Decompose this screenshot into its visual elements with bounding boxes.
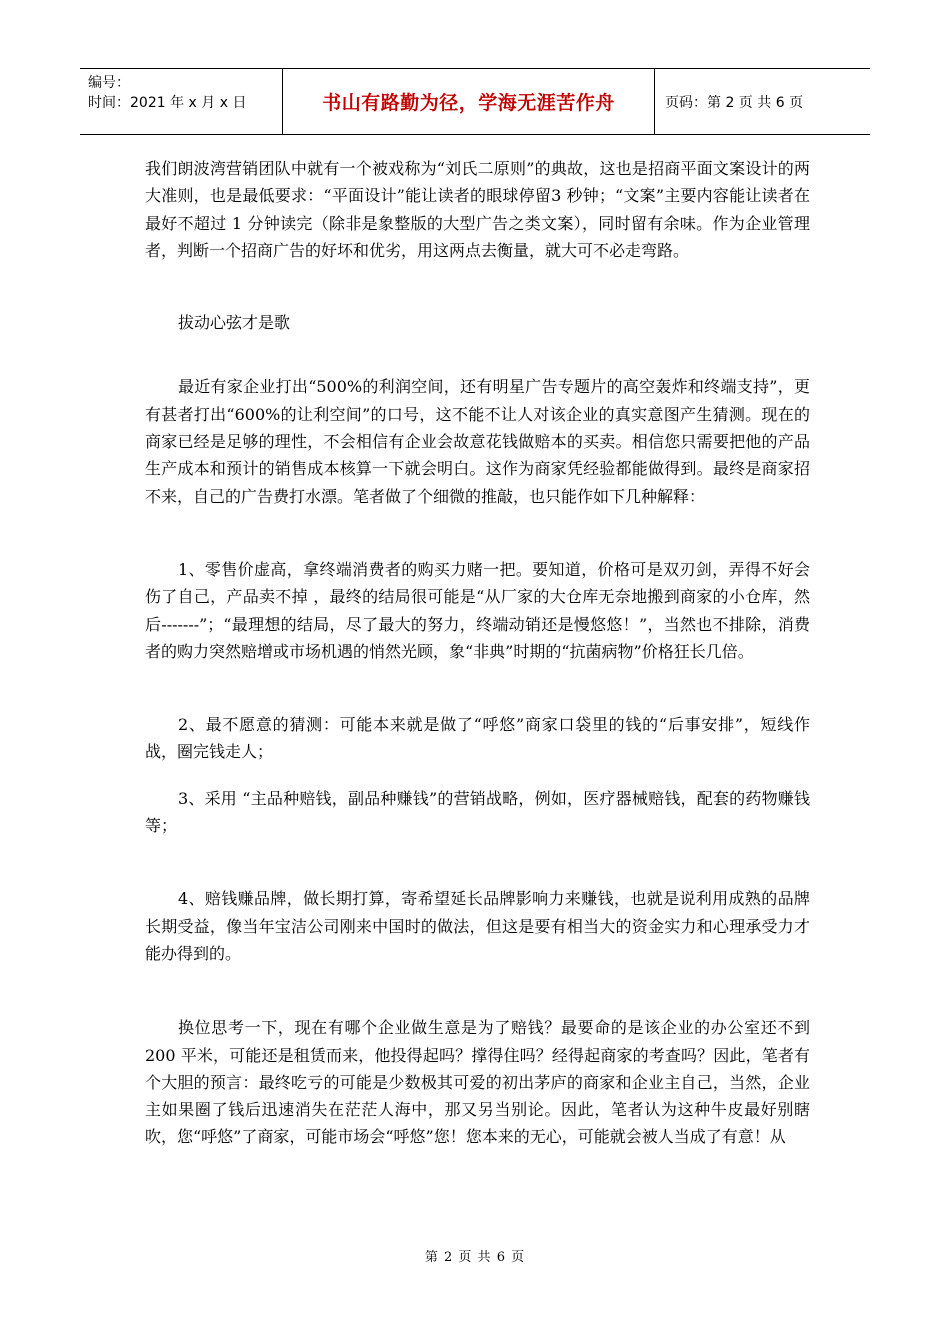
page-footer: 第 2 页 共 6 页 xyxy=(424,1250,526,1265)
section-heading: 拔动心弦才是歌 xyxy=(178,313,291,333)
list-item-4: 4、赔钱赚品牌，做长期打算，寄希望延长品牌影响力来赚钱，也就是说利用成熟的品牌长期受益，像当年宝洁公司刚来中国时的做法，但这是要有相当大的资金实力和心理承受力才能办得到的。 xyxy=(145,889,810,963)
document-header xyxy=(80,68,870,135)
list-item-1: 1、零售价虚高，拿终端消费者的购买力赌一把。要知道，价格可是双刃剑，弄得不好会伤了自己，产品卖不掉 ，最终的结局很可能是“从厂家的大仓库无奈地搬到商家的小仓库，然后-------”；“最理想的结局，尽了最大的努力，终端动销还是慢悠悠！”，当然也不排除，消费者的购力突然赔增或市场机遇的悄然光顾，象“非典”时期的“抗菌病物”价格狂长几倍。 xyxy=(145,559,810,661)
paragraph: 最近有家企业打出“500%的利润空间，还有明星广告专题片的高空轰炸和终端支持”，更有甚者打出“600%的让利空间”的口号，这不能不让人对该企业的真实意图产生猜测。现在的商家已经是足够的理性，不会相信有企业会故意花钱做赔本的买卖。相信您只需要把他的产品生产成本和预计的销售成本核算一下就会明白。这作为商家凭经验都能做得到。最终是商家招不来，自己的广告费打水漂。笔者做了个细微的推敲，也只能作如下几种解释： xyxy=(145,377,810,506)
header-meta-cell xyxy=(80,69,283,134)
time-label: 时间：2021 年 x 月 x 日 xyxy=(88,95,247,111)
paragraph-conclusion: 换位思考一下，现在有哪个企业做生意是为了赔钱？最要命的是该企业的办公室还不到 200 平米，可能还是租赁而来，他投得起吗？撑得住吗？经得起商家的考查吗？因此，笔者有个大胆的预言：最终吃亏的可能是少数极其可爱的初出茅庐的商家和企业主自己，当然，企业主如果圈了钱后迅速消失在茫茫人海中，那又另当别论。因此，笔者认为这种牛皮最好别瞎吹，您“呼悠”了商家，可能市场会“呼悠”您！您本来的无心，可能就会被人当成了有意！从 xyxy=(145,1018,810,1147)
document-body xyxy=(145,155,810,1151)
list-item-3: 3、采用 “主品种赔钱，副品种赚钱”的营销战略，例如，医疗器械赔钱，配套的药物赚钱等； xyxy=(145,788,810,836)
header-page-code: 页码：第 2 页 共 6 页 xyxy=(665,94,804,111)
list-item-2: 2、最不愿意的猜测：可能本来就是做了“呼悠”商家口袋里的钱的“后事安排”，短线作战，圈完钱走人； xyxy=(145,715,810,762)
paragraph-intro: 我们朗波湾营销团队中就有一个被戏称为“刘氏二原则”的典故，这也是招商平面文案设计的两大准则，也是最低要求：“平面设计”能让读者的眼球停留3 秒钟；“文案”主要内容能让读者在最好不超过 1 分钟读完（除非是象整版的大型广告之类文案），同时留有余味。作为企业管理者，判断一个招商广告的好坏和优劣，用这两点去衡量，就大可不必走弯路。 xyxy=(145,159,810,260)
number-label: 编号： xyxy=(88,75,130,91)
header-motto: 书山有路勤为径，学海无涯苦作舟 xyxy=(283,69,655,134)
